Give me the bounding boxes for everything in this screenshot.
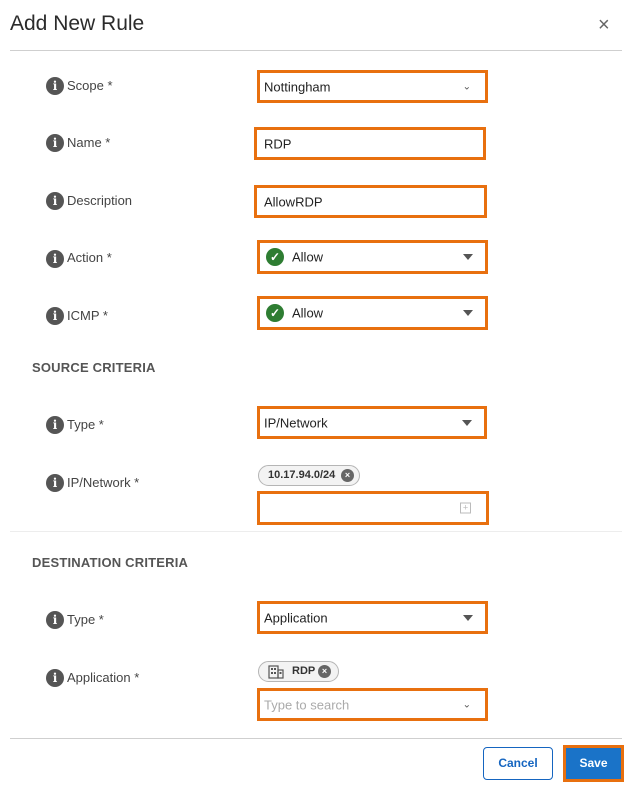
section-divider — [10, 531, 622, 532]
info-icon: i — [46, 669, 64, 687]
info-icon: i — [46, 250, 64, 268]
caret-down-icon — [462, 420, 472, 426]
scope-select[interactable] — [257, 70, 488, 103]
destination-criteria-heading: DESTINATION CRITERIA — [32, 555, 189, 570]
info-icon: i — [46, 474, 64, 492]
cancel-button[interactable]: Cancel — [483, 747, 553, 780]
application-label: Application * — [67, 670, 140, 685]
application-search-input[interactable] — [257, 688, 488, 721]
info-icon: i — [46, 192, 64, 210]
ip-network-input[interactable] — [257, 491, 489, 525]
application-chip-label: RDP — [292, 665, 316, 677]
scope-label: Scope * — [67, 78, 113, 93]
scope-value: Nottingham — [264, 79, 331, 94]
icmp-select[interactable] — [257, 296, 488, 330]
footer-divider — [10, 738, 622, 739]
check-circle-icon: ✓ — [266, 304, 284, 322]
action-value: Allow — [292, 249, 324, 265]
chevron-down-icon: ⌄ — [462, 699, 471, 710]
chevron-down-icon: ⌄ — [462, 81, 471, 92]
remove-chip-icon[interactable]: × — [341, 469, 354, 482]
description-value: AllowRDP — [264, 194, 323, 209]
remove-chip-icon[interactable]: × — [318, 665, 331, 678]
destination-type-value: Application — [264, 610, 328, 625]
caret-down-icon — [463, 615, 473, 621]
info-icon: i — [46, 611, 64, 629]
icmp-value: Allow — [292, 305, 324, 321]
name-label: Name * — [67, 135, 111, 150]
source-type-value: IP/Network — [264, 415, 328, 430]
name-value: RDP — [264, 136, 292, 151]
add-icon[interactable]: + — [460, 503, 471, 514]
application-search-placeholder: Type to search — [264, 697, 350, 712]
info-icon: i — [46, 134, 64, 152]
header-divider — [10, 50, 622, 51]
ip-network-chip-label: 10.17.94.0/24 — [268, 469, 336, 481]
check-circle-icon: ✓ — [266, 248, 284, 266]
destination-type-select[interactable] — [257, 601, 488, 634]
source-criteria-heading: SOURCE CRITERIA — [32, 360, 156, 375]
description-label: Description — [67, 193, 133, 208]
building-icon — [268, 665, 284, 679]
info-icon: i — [46, 77, 64, 95]
name-input[interactable] — [254, 127, 486, 160]
ip-network-chip — [258, 465, 360, 486]
source-type-label: Type * — [67, 417, 104, 432]
ip-network-label: IP/Network * — [67, 475, 140, 490]
save-button[interactable]: Save — [563, 745, 624, 782]
dialog-title: Add New Rule — [10, 12, 145, 35]
info-icon: i — [46, 416, 64, 434]
action-label: Action * — [67, 250, 112, 265]
caret-down-icon — [463, 310, 473, 316]
info-icon: i — [46, 307, 64, 325]
source-type-select[interactable] — [257, 406, 487, 439]
caret-down-icon — [463, 254, 473, 260]
description-input[interactable] — [254, 185, 487, 218]
application-chip — [258, 661, 339, 682]
action-select[interactable] — [257, 240, 488, 274]
close-icon[interactable]: × — [598, 14, 610, 36]
destination-type-label: Type * — [67, 612, 104, 627]
icmp-label: ICMP * — [67, 308, 108, 323]
